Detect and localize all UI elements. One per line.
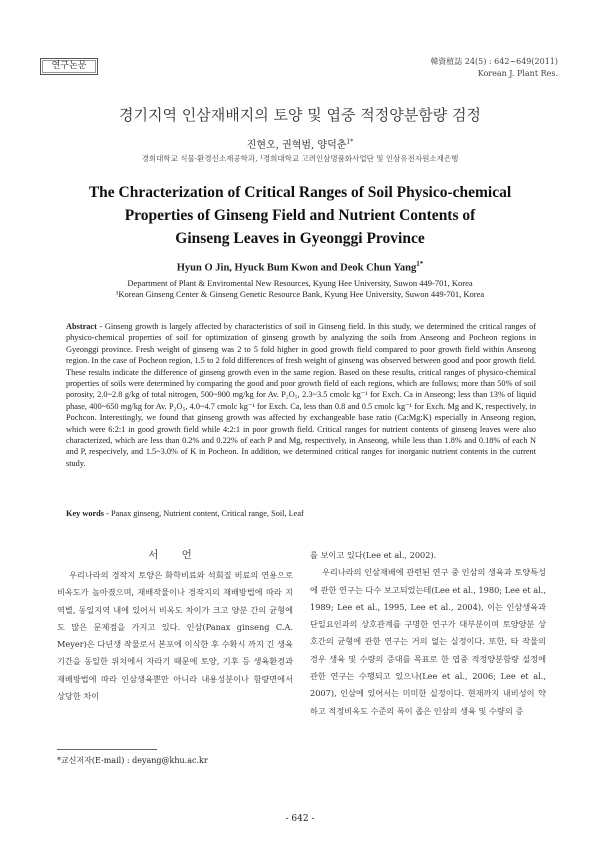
abstract-text: - Ginseng growth is largely affected by characteristics of soil in Ginseng field. In this study, we determined the critical ranges of physico-chemical properties of soil for optimization of ginseng growth by analyzing the soils from Anseong and Pocheon regions in Gyeonggi province. Fresh weight of ginseng was 2 to 5 fold higher in good growth field compared to poor growth field within Anseong region. In the case of Pocheon region, 1.5 to 2 fold differences of fresh weight of ginseng was observed between good and poor growth field. These results indicate the difference of ginseng growth even in the same region. Based on these results, critical ranges of physico-chemical properties of soils were determined by comparing the good and poor growth field of each regions, which are follows; more than 50% of soil porosity, 2.0~2.8 g/kg of total nitrogen, 500~900 mg/kg for Av. P₂O₅, 2.3~3.5 cmolc kg⁻¹ for Exch. Ca in Anseong; less than 13% of liquid phase, 400~650 mg/kg for Av. P₂O₅, 4.0~4.7 cmolc kg⁻¹ for Exch. Ca, less than 0.8 and 0.5 cmolc kg⁻¹ for Exch. Mg and K, respectively, in Pochcon. Interestingly, we found that ginseng growth was affected by exchangeable base ratio (Ca:Mg:K) especially in Anseong region, which were 6:2:1 in good growth field while 4:2:1 in poor growth field. Critical ranges for nutrient contents of ginseng leaves were also characterized, which are less than 0.2% and 0.22% of each P and Mg, respectively, in Anseong, while less than 1.8% and 0.18% of each N and P, respecively, and 1.5~3.0% of K in Pocheon. In addition, we determined critical ranges for inorganic nutrient contents in the current study.	[66, 322, 536, 468]
english-title-line: Ginseng Leaves in Gyeonggi Province	[175, 230, 425, 247]
english-authors	[0, 260, 600, 274]
article-type-label: 연구논문	[42, 60, 96, 73]
journal-name: Korean J. Plant Res.	[477, 69, 558, 78]
corresponding-author-footnote: *교신저자(E-mail) : deyang@khu.ac.kr	[57, 756, 208, 765]
english-author-mark: 1*	[416, 260, 424, 268]
english-affiliation-line: ¹Korean Ginseng Center & Ginseng Genetic Resource Bank, Kyung Hee University, Suwon 449-701, Korea	[115, 289, 485, 299]
keywords-text: - Panax ginseng, Nutrient content, Critical range, Soil, Leaf	[104, 509, 304, 518]
section-heading: 서 언	[148, 549, 202, 561]
abstract	[66, 321, 536, 469]
english-title-line: Properties of Ginseng Field and Nutrient Contents of	[124, 207, 476, 224]
footnote-divider	[57, 749, 157, 750]
body-column-left	[57, 547, 293, 705]
english-title-line: The Chracterization of Critical Ranges of Soil Physico-chemical	[88, 184, 512, 201]
korean-affiliation: 경희대학교 식물·환경신소재공학과, ¹경희대학교 고려인삼명품화사업단 및 인삼유전자원소재은행	[141, 154, 459, 163]
page-number: - 642 -	[285, 814, 315, 824]
english-title	[40, 181, 560, 250]
korean-authors	[0, 136, 600, 151]
journal-volume-pages: 韓資植誌 24(5) : 642~649(2011)	[430, 57, 558, 66]
keywords-label: Key words	[66, 509, 105, 518]
keywords	[66, 509, 536, 518]
english-author-names: Hyun O Jin, Hyuck Bum Kwon and Deok Chun Yang	[176, 262, 417, 274]
abstract-label: Abstract	[66, 322, 97, 331]
body-continuation-line: 를 보이고 있다(Lee et al., 2002).	[310, 550, 437, 560]
korean-author-mark: 1*	[346, 138, 354, 146]
korean-author-names: 진현오, 권혁범, 양덕춘	[246, 140, 347, 151]
english-affiliation-line: Department of Plant & Enviromental New Resources, Kyung Hee University, Suwon 449-701, Korea	[127, 278, 473, 288]
body-paragraph: 우리나라의 인삼재배에 관련된 연구 중 인삼의 생육과 토양특성에 관한 연구는 다수 보고되었는데(Lee et al., 1980; Lee et al., 1989; Lee et al., 1995, Lee et al., 2004), 이는 인삼생육과 단일요인과의 상호관계를 구명한 연구가 대부분이며 토양양분 상호간의 균형에 관한 연구는 거의 없는 실정이다. 또한, 타 작물의 경우 생육 및 수량의 증대를 목표로 한 엽중 적정양분함량 설정에 관한 연구는 수행되고 있으나(Lee et al., 2006; Lee et al., 2007), 인삼에 있어서는 미미한 실정이다. 현재까지 내비성이 약하고 적정비옥도 수준의 폭이 좁은 인삼의 생육 및 수량의 증	[310, 567, 546, 716]
english-affiliation	[0, 278, 600, 300]
body-column-right	[310, 547, 546, 720]
korean-title: 경기지역 인삼재배지의 토양 및 엽중 적정양분함량 검정	[119, 106, 481, 124]
body-paragraph: 우리나라의 경작지 토양은 화학비료와 석회질 비료의 연용으로 비옥도가 높아졌으며, 재배작물이나 경작지의 재배방법에 따라 지역별, 동일지역 내에 있어서 비옥도 차이가 크고 양분 간의 균형에도 많은 문제점을 가지고 있다. 인삼(Panax ginseng C.A. Meyer)은 다년생 작물로서 본포에 이식한 후 수확시 까지 긴 생육기간을 동일한 위치에서 자라기 때문에 토양, 기후 등 생육환경과 재배방법에 따라 인삼생육뿐만 아니라 내용성분이나 함량면에서 상당한 차이	[57, 570, 293, 702]
journal-citation	[430, 56, 558, 80]
article-type-badge	[40, 58, 98, 75]
